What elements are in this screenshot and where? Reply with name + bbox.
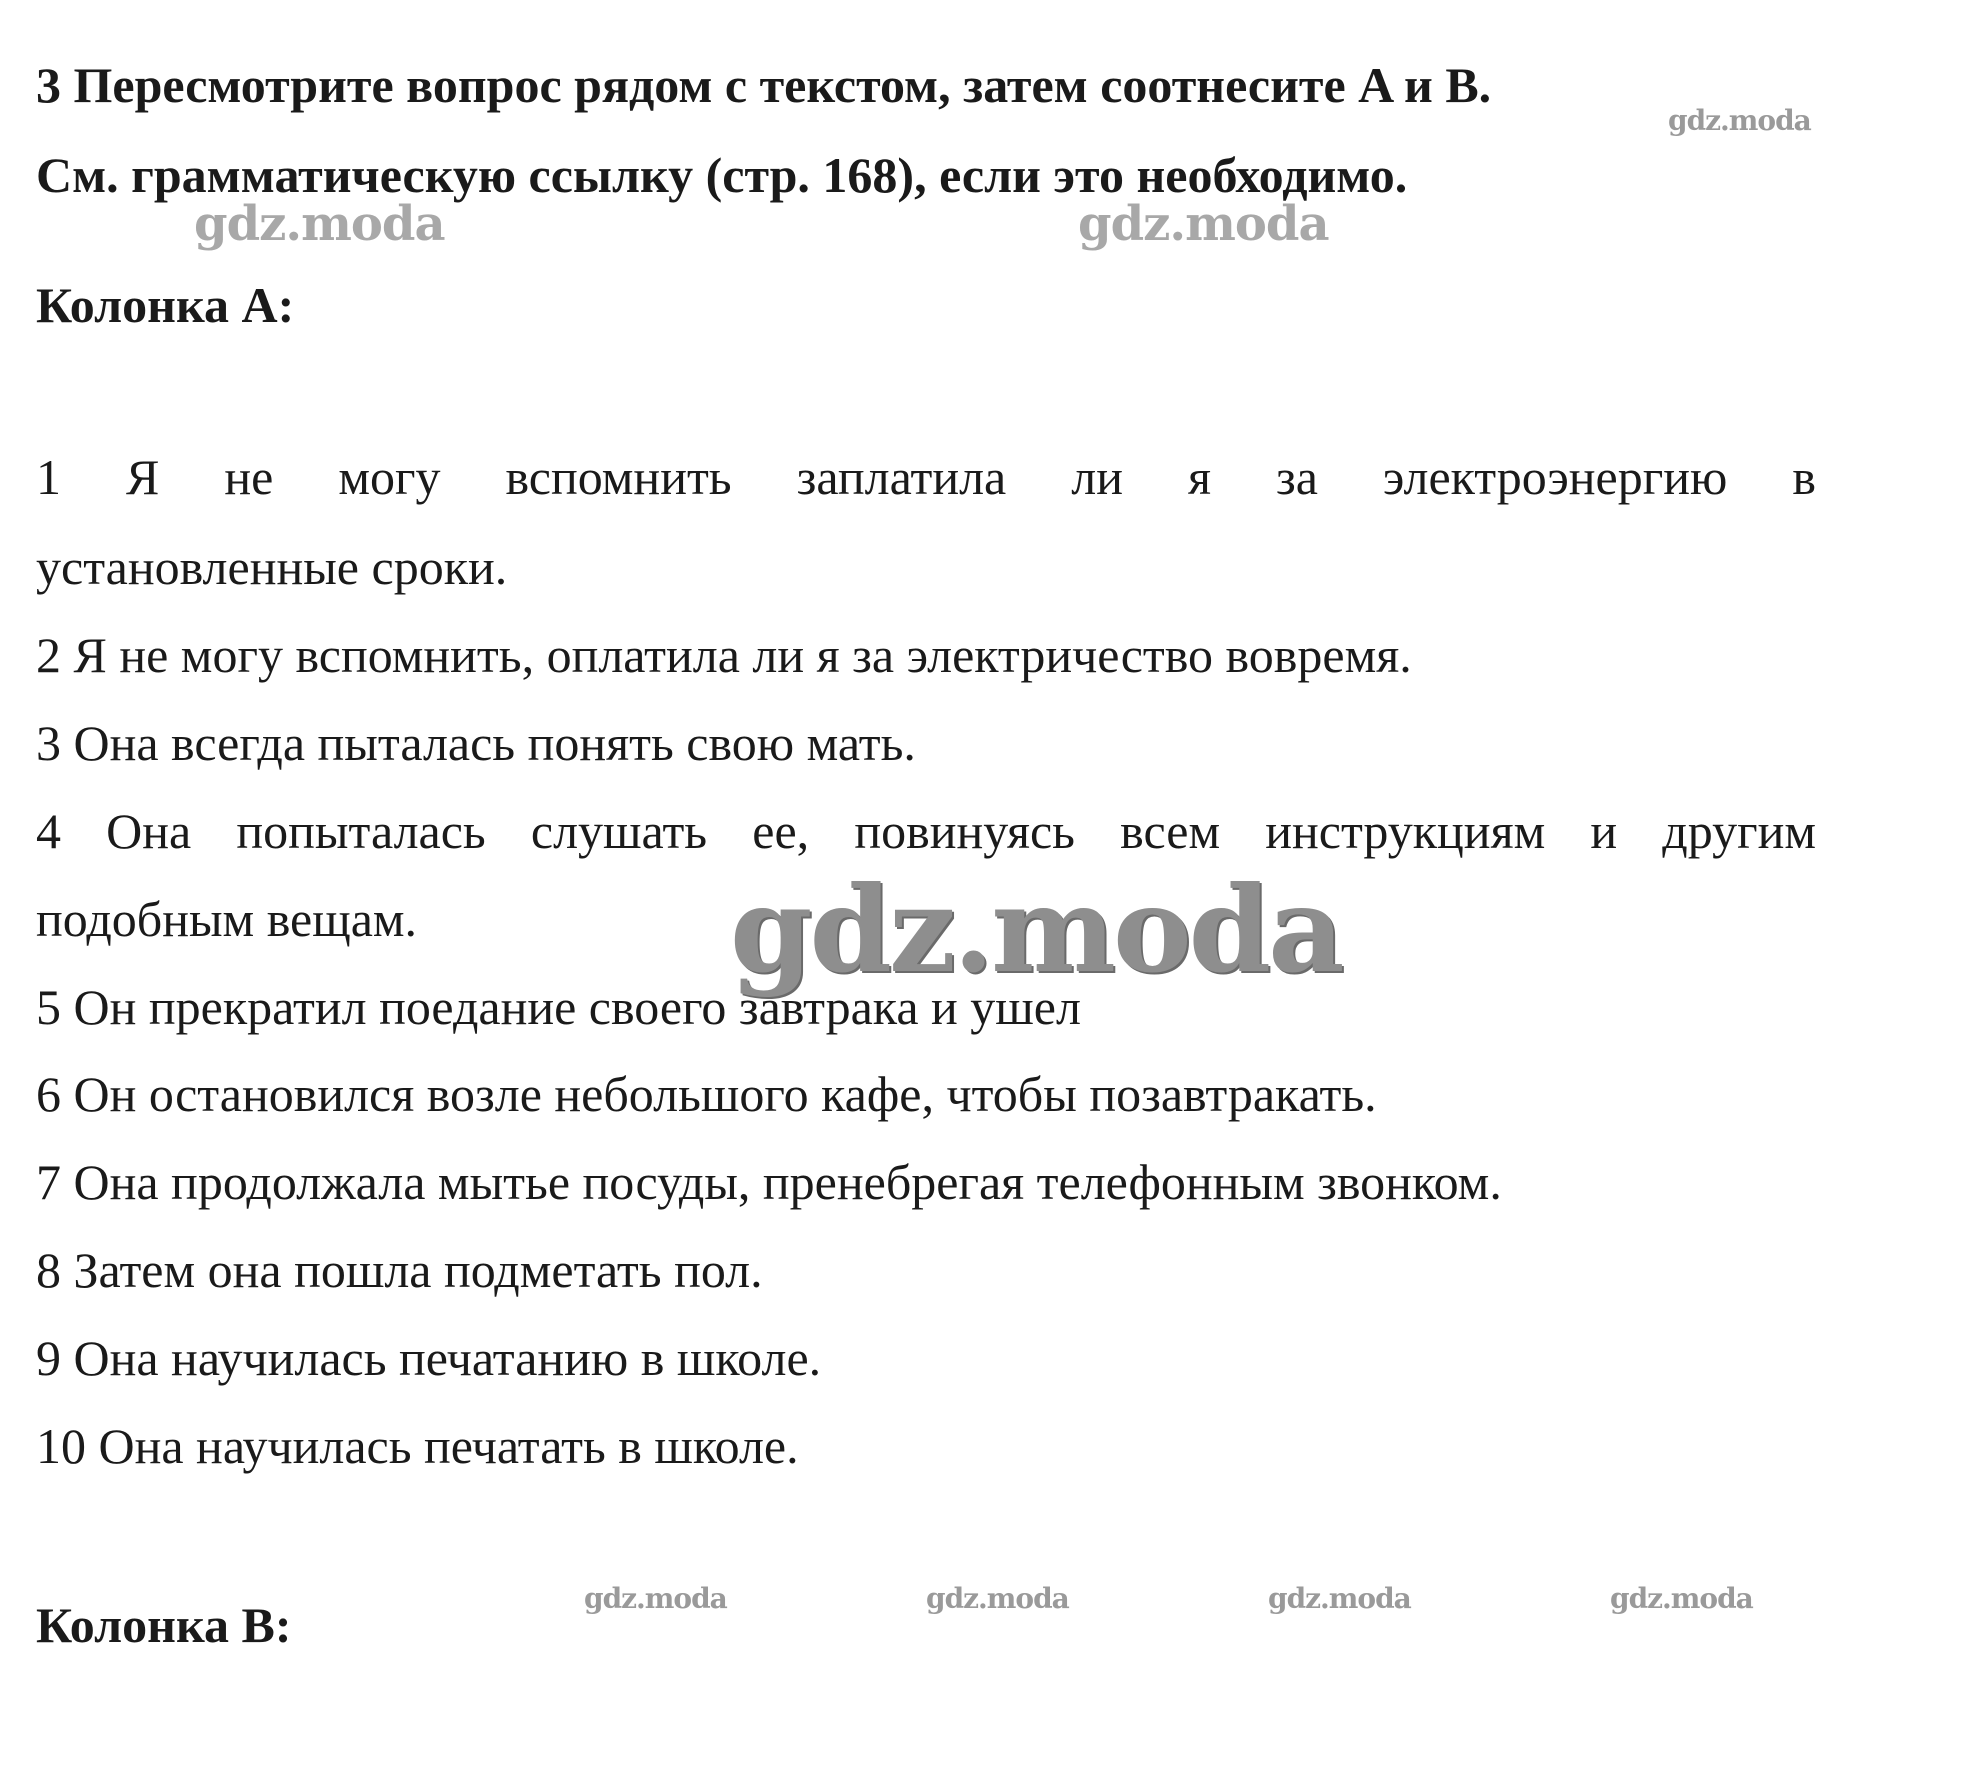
column-a-item-8: 8 Затем она пошла подметать пол. bbox=[36, 1242, 763, 1298]
watermark: gdz.moda bbox=[1268, 1582, 1411, 1615]
task-instruction: 3 Пересмотрите вопрос рядом с текстом, затем соотнесите A и B. bbox=[36, 57, 1492, 113]
column-a-item-5: 5 Он прекратил поедание своего завтрака и ушел bbox=[36, 979, 1081, 1035]
column-a-item-3: 3 Она всегда пыталась понять свою мать. bbox=[36, 715, 916, 771]
column-b-label: Колонка B: bbox=[36, 1597, 292, 1653]
column-a-item-2: 2 Я не могу вспомнить, оплатила ли я за электричество вовремя. bbox=[36, 627, 1412, 683]
column-a-item-1-continuation: установленные сроки. bbox=[36, 539, 508, 595]
column-a-item-6: 6 Он остановился возле небольшого кафе, чтобы позавтракать. bbox=[36, 1066, 1377, 1122]
column-a-item-10: 10 Она научилась печатать в школе. bbox=[36, 1418, 799, 1474]
column-a-item-9: 9 Она научилась печатанию в школе. bbox=[36, 1330, 822, 1386]
watermark: gdz.moda bbox=[584, 1582, 727, 1615]
watermark: gdz.moda bbox=[1610, 1582, 1753, 1615]
column-a-item-4: 4 Она попыталась слушать ее, повинуясь всем инструкциям и другим bbox=[36, 803, 1816, 859]
watermark: gdz.moda bbox=[1668, 104, 1811, 137]
column-a-item-4-continuation: подобным вещам. bbox=[36, 891, 418, 947]
column-a-label: Колонка А: bbox=[36, 277, 295, 333]
column-a-item-1: 1 Я не могу вспомнить заплатила ли я за электроэнергию в bbox=[36, 449, 1816, 505]
watermark: gdz.moda bbox=[730, 860, 1342, 999]
watermark: gdz.moda bbox=[926, 1582, 1069, 1615]
watermark: gdz.moda bbox=[1078, 196, 1329, 252]
task-reference-note: См. грамматическую ссылку (стр. 168), если это необходимо. bbox=[36, 147, 1408, 203]
column-a-item-7: 7 Она продолжала мытье посуды, пренебрегая телефонным звонком. bbox=[36, 1154, 1502, 1210]
watermark: gdz.moda bbox=[194, 196, 445, 252]
